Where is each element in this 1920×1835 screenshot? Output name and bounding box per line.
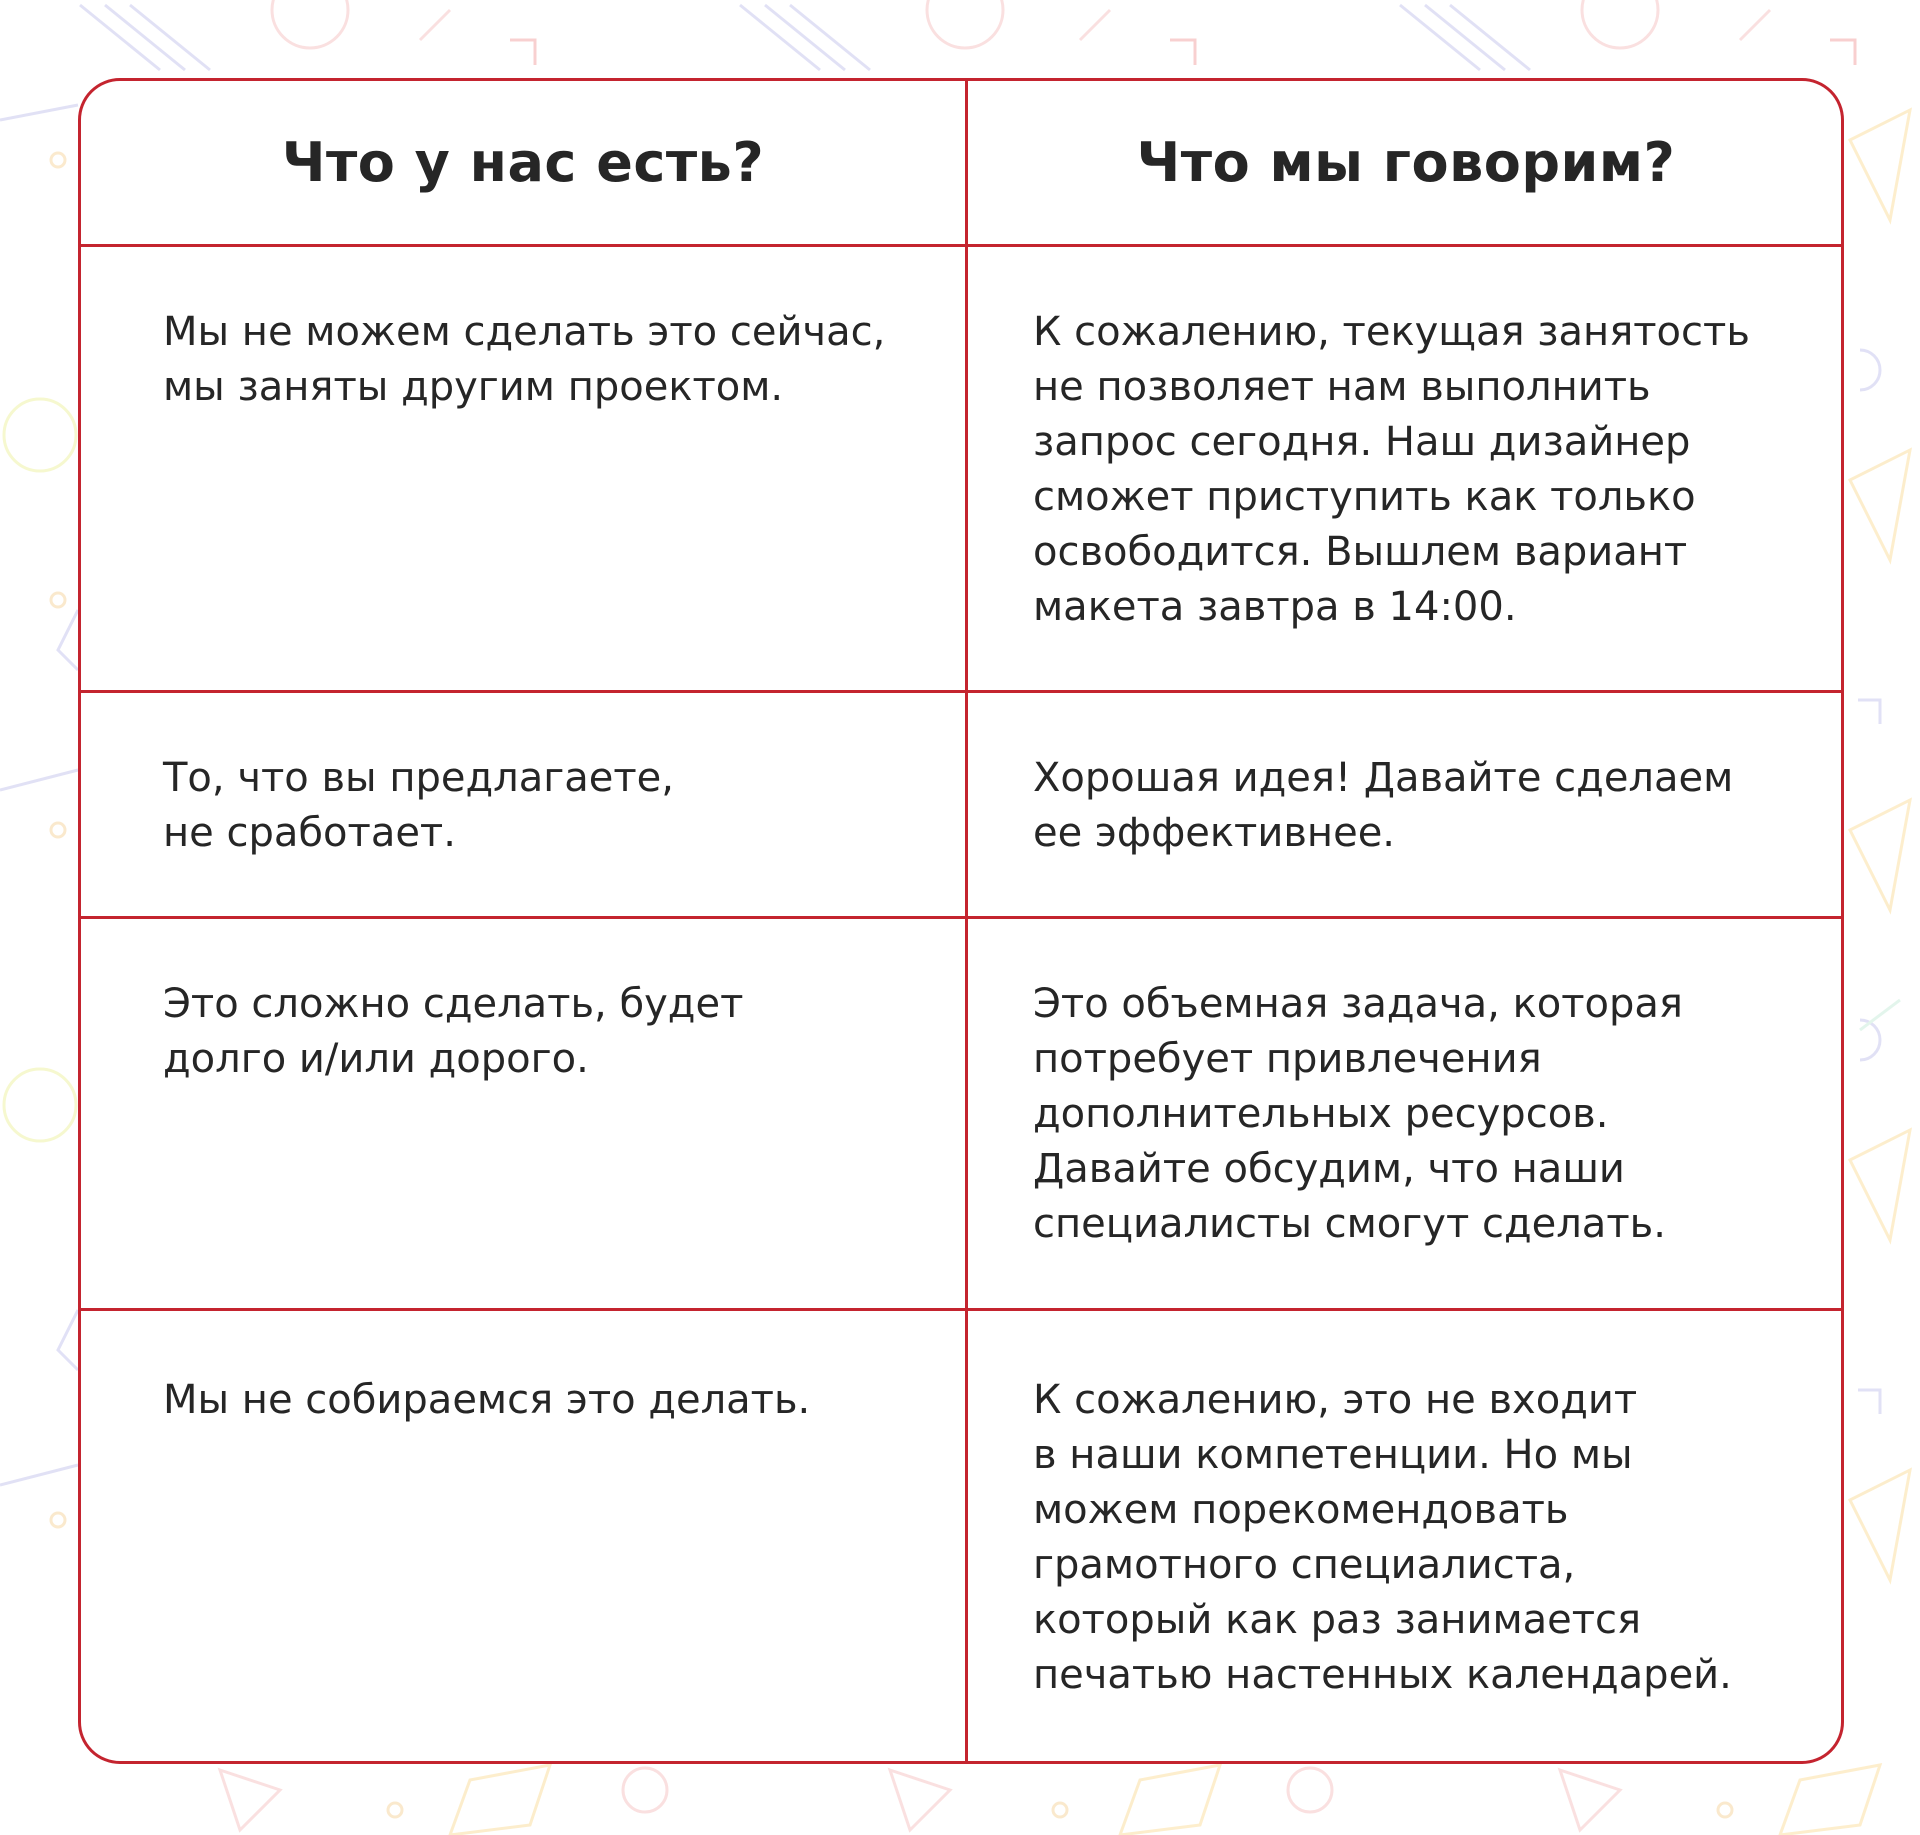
- table-row: [81, 1311, 1841, 1764]
- table-row: [81, 247, 1841, 693]
- table-cell-have: То, что вы предлагаете, не сработает.: [163, 755, 674, 856]
- table-cell-say: К сожалению, текущая занятость не позволяет нам выполнить запрос сегодня. Наш дизайнер сможет приступить как только освободится. Вышлем вариант макета завтра в 14:00.: [1033, 309, 1750, 630]
- table-cell-say: К сожалению, это не входит в наши компетенции. Но мы можем порекомендовать грамотного специалиста, который как раз занимается печатью настенных календарей.: [1033, 1377, 1732, 1698]
- column-header-what-we-have: Что у нас есть?: [281, 131, 765, 194]
- table-cell-say: Это объемная задача, которая потребует привлечения дополнительных ресурсов. Давайте обсудим, что наши специалисты смогут сделать.: [1033, 981, 1683, 1247]
- table-cell-have: Мы не можем сделать это сейчас, мы заняты другим проектом.: [163, 309, 886, 410]
- column-header-what-we-say: Что мы говорим?: [1136, 131, 1676, 194]
- table-row: [81, 919, 1841, 1311]
- table-cell-say: Хорошая идея! Давайте сделаем ее эффективнее.: [1033, 755, 1734, 856]
- table-header-row: [81, 81, 1841, 247]
- comparison-table: [78, 78, 1844, 1764]
- column-divider: [965, 81, 968, 1761]
- table-cell-have: Это сложно сделать, будет долго и/или дорого.: [163, 981, 744, 1082]
- table-row: [81, 693, 1841, 919]
- table-cell-have: Мы не собираемся это делать.: [163, 1377, 811, 1423]
